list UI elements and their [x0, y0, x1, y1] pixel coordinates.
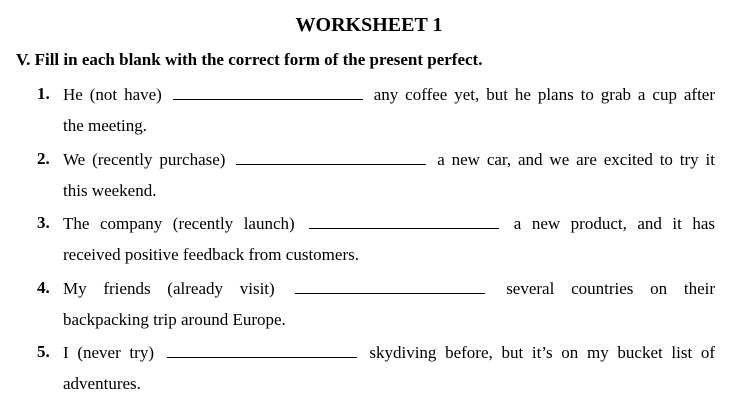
item-first-line [63, 340, 715, 365]
item-number: 2. [37, 148, 50, 168]
item-continuation: the meeting. [63, 116, 148, 135]
item-number: 5. [37, 342, 50, 361]
item-sentence-rest: a new product, and it has [513, 214, 716, 233]
exercise-item-1 [0, 80, 738, 145]
item-continuation: backpacking trip around Europe. [63, 309, 286, 329]
item-first-line [63, 276, 715, 301]
item-sentence-rest: any coffee yet, but he plans to grab a cup after [373, 85, 716, 104]
exercise-list [0, 80, 738, 403]
exercise-item-5 [0, 338, 738, 403]
item-first-line [63, 147, 715, 172]
item-continuation: received positive feedback from customers. [63, 245, 359, 264]
answer-blank[interactable] [295, 276, 485, 294]
item-continuation: adventures. [63, 374, 141, 393]
item-sentence-rest: a new car, and we are excited to try it [437, 149, 715, 169]
item-prompt: I (never try) [63, 343, 154, 362]
item-number: 1. [37, 84, 50, 103]
exercise-item-2 [0, 145, 738, 210]
answer-blank[interactable] [173, 82, 363, 100]
item-continuation: this weekend. [63, 180, 157, 200]
item-sentence-rest: several countries on their [506, 278, 716, 298]
item-number: 3. [37, 213, 50, 232]
item-first-line [63, 82, 715, 107]
item-prompt: We (recently purchase) [63, 149, 226, 169]
item-prompt: The company (recently launch) [63, 214, 295, 233]
item-prompt: He (not have) [63, 85, 162, 104]
answer-blank[interactable] [309, 211, 499, 229]
answer-blank[interactable] [236, 147, 426, 165]
worksheet-title: WORKSHEET 1 [295, 14, 443, 36]
item-sentence-rest: skydiving before, but it’s on my bucket list of [369, 343, 716, 362]
item-prompt: My friends (already visit) [63, 278, 275, 298]
section-instruction: V. Fill in each blank with the correct form of the present perfect. [16, 50, 483, 69]
exercise-item-3 [0, 209, 738, 274]
item-number: 4. [37, 277, 50, 297]
exercise-item-4 [0, 274, 738, 339]
answer-blank[interactable] [167, 340, 357, 358]
item-first-line [63, 211, 715, 236]
